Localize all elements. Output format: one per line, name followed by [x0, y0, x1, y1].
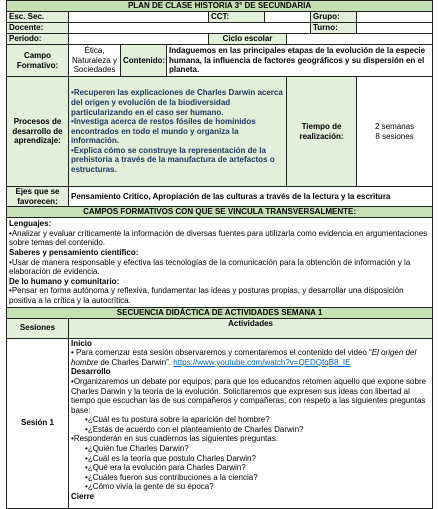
turno-label: Turno:	[311, 23, 357, 34]
procesos-list-cell	[69, 77, 287, 187]
ciclo-value	[287, 34, 433, 45]
procesos-list	[71, 88, 284, 174]
campo-formativo-value: Ética, Naturaleza y Sociedades	[69, 45, 121, 77]
tiempo-sesiones: 8 sesiones	[375, 131, 414, 141]
inicio-title: Inicio	[71, 338, 92, 348]
lenguajes-item: • Analizar y evaluar críticamente la información de diversas fuentes para utilizarla como evidencia en argumentaciones sobre temas del contenido.	[9, 229, 430, 248]
page-title: PLAN DE CLASE HISTORIA 3° DE SECUNDARIA	[7, 1, 433, 12]
video-link[interactable]: https://www.youtube.com/watch?v=QEDQfqB8_IE	[173, 357, 351, 367]
campos-transversales-heading: CAMPOS FORMATIVOS CON QUE SE VINCULA TRANSVERSALMENTE:	[7, 207, 433, 218]
campo-formativo-label: Campo Formativo:	[7, 45, 69, 77]
tiempo-semanas: 2 semanas	[374, 121, 415, 131]
contenido-label: Contenido:	[121, 45, 167, 77]
desarrollo-title: Desarrollo	[71, 367, 111, 377]
tiempo-value	[357, 77, 433, 187]
actividades-column-header: Actividades	[69, 318, 433, 338]
saberes-title: Saberes y pensamiento científico:	[9, 247, 139, 257]
grupo-value	[357, 12, 433, 23]
cuaderno-questions	[85, 444, 430, 492]
periodo-label: Periodo:	[7, 34, 69, 45]
question-item: • ¿Estás de acuerdo con el planteamiento de Charles Darwin?	[85, 425, 430, 435]
esc-sec-value	[69, 12, 209, 23]
ejes-value: Pensamiento Crítico, Apropiación de las culturas a través de la lectura y la escritura	[69, 187, 433, 207]
question-item: • ¿Qué era la evolución para Charles Darwin?	[85, 463, 430, 473]
lesson-plan-table	[6, 0, 433, 509]
tiempo-label: Tiempo de realización:	[287, 77, 357, 187]
session-1-activities	[69, 338, 433, 508]
grupo-label: Grupo:	[311, 12, 357, 23]
desarrollo-item: • Organizaremos un debate por equipos, para que los educandos retomen aquello que expone sobre Charles Darwin y la teoría de la evolución. Solicitaremos que expresen sus ideas con libertad al tiempo que escuchan las de sus compañeros y compañeras, con respeto a las siguientes preguntas base:	[71, 377, 430, 415]
question-item: • ¿Cuál es la teoría que postulo Charles Darwin?	[85, 454, 430, 464]
humano-item: • Pensar en forma autónoma y reflexiva, fundamentar las ideas y posturas propias, y desarrollar una disposición positiva a la crítica y la autocrítica.	[9, 286, 430, 305]
docente-value	[69, 23, 311, 34]
esc-sec-label: Esc. Sec.	[7, 12, 69, 23]
turno-value	[357, 23, 433, 34]
inicio-item: • Para comenzar esta sesión observaremos y comentaremos el contenido del video “El origen del hombre de Charles Darwin”. https://www.youtube.com/watch?v=QEDQfqB8_IE	[71, 348, 430, 367]
lenguajes-title: Lenguajes:	[9, 219, 52, 229]
ejes-label: Ejes que se favorecen:	[7, 187, 69, 207]
secuencia-heading: SECUENCIA DIDÁCTICA DE ACTIVIDADES SEMANA 1	[7, 307, 433, 318]
video-title: El origen del hombre	[71, 348, 417, 367]
campos-transversales-body	[7, 218, 433, 307]
procesos-item: • Investiga acerca de restos fósiles de homínidos encontrados en todo el mundo y organiza la información.	[71, 117, 284, 146]
cierre-title: Cierre	[71, 492, 95, 502]
session-1-label: Sesión 1	[7, 338, 69, 508]
procesos-item: • Recuperen las explicaciones de Charles Darwin acerca del origen y evolución de la biodiversidad particularizando en el caso ser humano.	[71, 88, 284, 117]
cct-value	[265, 12, 311, 23]
ciclo-label: Ciclo escolar	[209, 34, 287, 45]
procesos-label: Procesos de desarrollo de aprendizaje:	[7, 77, 69, 187]
contenido-value: Indaguemos en las principales etapas de la evolución de la especie humana, la influencia de factores geográficos y su dispersión en el planeta.	[167, 45, 433, 77]
sesiones-column-header: Sesiones	[7, 318, 69, 338]
saberes-item: • Usar de manera responsable y efectiva las tecnologías de la comunicación para la obtención de información y la elaboración de evidencia.	[9, 258, 430, 277]
cct-label: CCT:	[209, 12, 265, 23]
periodo-value	[69, 34, 209, 45]
humano-title: De lo humano y comunitario:	[9, 276, 120, 286]
debate-questions	[85, 415, 430, 434]
docente-label: Docente:	[7, 23, 69, 34]
question-item: • ¿Quién fue Charles Darwin?	[85, 444, 430, 454]
cuaderno-item: • Responderán en sus cuadernos las siguientes preguntas.	[71, 434, 430, 444]
question-item: • ¿Cómo vivía la gente de su época?	[85, 482, 430, 492]
question-item: • ¿Cuál es tu postura sobre la aparición del hombre?	[85, 415, 430, 425]
procesos-item: • Explica cómo se construye la representación de la prehistoria a través de la manufactura de artefactos o estructuras.	[71, 146, 284, 175]
question-item: • ¿Cuáles fueron sus contribuciones a la ciencia?	[85, 473, 430, 483]
